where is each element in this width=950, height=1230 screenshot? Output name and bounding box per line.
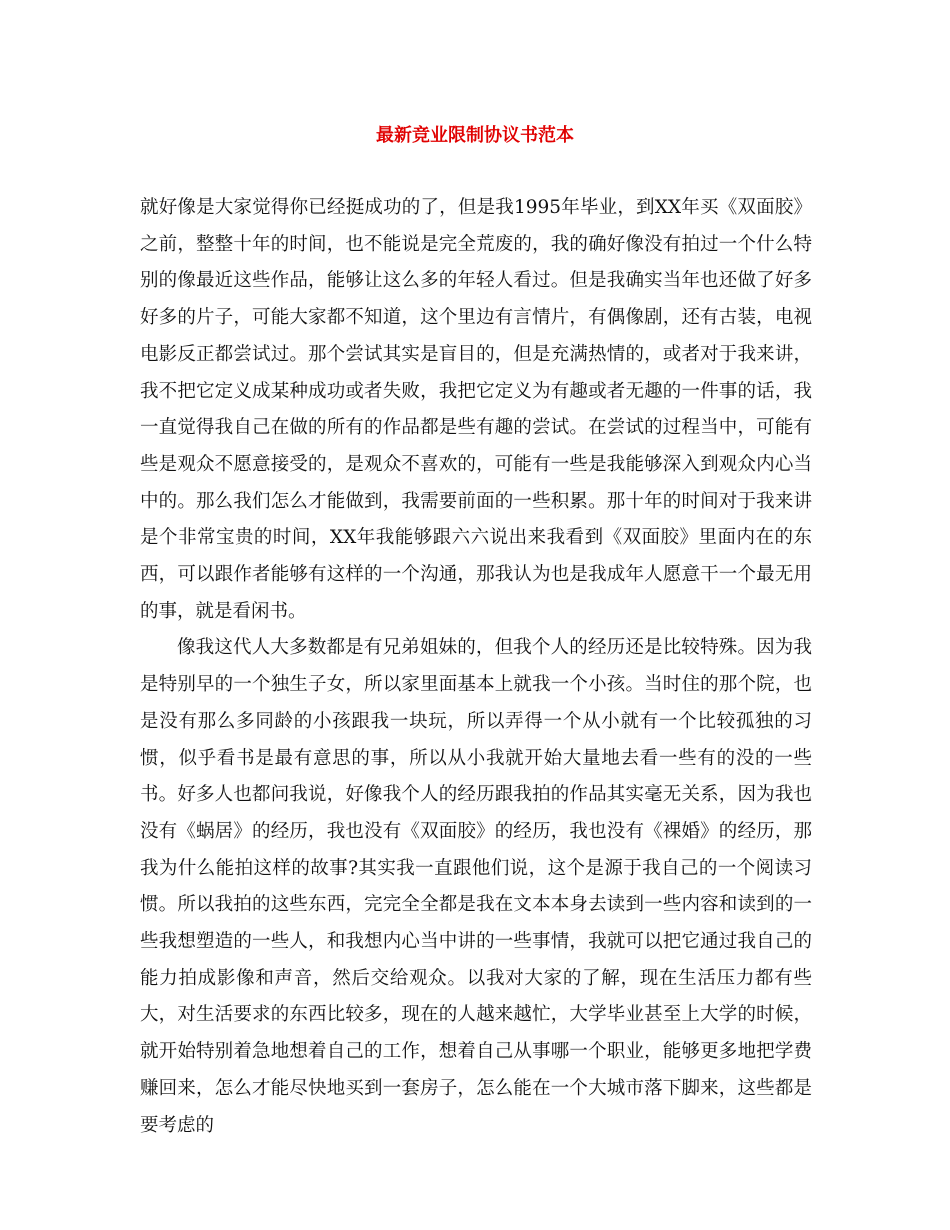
paragraph-1: 就好像是大家觉得你已经挺成功的了，但是我1995年毕业，到XX年买《双面胶》之前，整整十年的时间，也不能说是完全荒废的，我的确好像没有拍过一个什么特别的像最近这些作品，能够让这么多的年轻人看过。但是我确实当年也还做了好多好多的片子，可能大家都不知道，这个里边有言情片，有偶像剧，还有古装，电视电影反正都尝试过。那个尝试其实是盲目的，但是充满热情的，或者对于我来讲，我不把它定义成某种成功或者失败，我把它定义为有趣或者无趣的一件事的话，我一直觉得我自己在做的所有的作品都是些有趣的尝试。在尝试的过程当中，可能有些是观众不愿意接受的，是观众不喜欢的，可能有一些是我能够深入到观众内心当中的。那么我们怎么才能做到，我需要前面的一些积累。那十年的时间对于我来讲是个非常宝贵的时间，XX年我能够跟六六说出来我看到《双面胶》里面内在的东西，可以跟作者能够有这样的一个沟通，那我认为也是我成年人愿意干一个最无用的事，就是看闲书。 — [140, 197, 812, 622]
paragraph-2: 像我这代人大多数都是有兄弟姐妹的，但我个人的经历还是比较特殊。因为我是特别早的一个独生子女，所以家里面基本上就我一个小孩。当时住的那个院，也是没有那么多同龄的小孩跟我一块玩，所以弄得一个从小就有一个比较孤独的习惯，似乎看书是最有意思的事，所以从小我就开始大量地去看一些有的没的一些书。好多人也都问我说，好像我个人的经历跟我拍的作品其实毫无关系，因为我也没有《蜗居》的经历，我也没有《双面胶》的经历，我也没有《裸婚》的经历，那我为什么能拍这样的故事?其实我一直跟他们说，这个是源于我自己的一个阅读习惯。所以我拍的这些东西，完完全全都是我在文本本身去读到一些内容和读到的一些我想塑造的一些人，和我想内心当中讲的一些事情，我就可以把它通过我自己的能力拍成影像和声音，然后交给观众。以我对大家的了解，现在生活压力都有些大，对生活要求的东西比较多，现在的人越来越忙，大学毕业甚至上大学的时候，就开始特别着急地想着自己的工作，想着自己从事哪一个职业，能够更多地把学费赚回来，怎么才能尽快地买到一套房子，怎么能在一个大城市落下脚来，这些都是要考虑的 — [140, 637, 812, 1136]
document-body — [140, 190, 812, 1144]
document-title: 最新竞业限制协议书范本 — [376, 125, 574, 146]
